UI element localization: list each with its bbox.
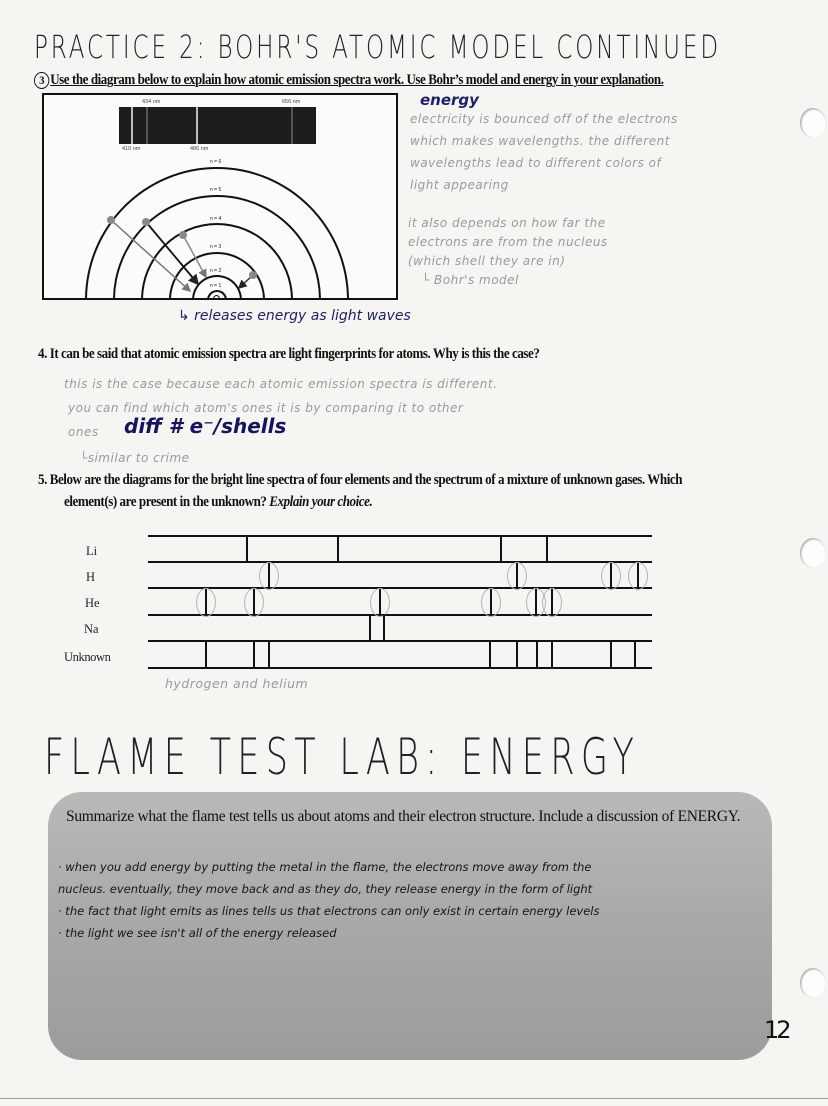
- spectral-line-unknown: [551, 640, 553, 669]
- binder-hole: [800, 538, 826, 568]
- spectral-line-li: [500, 535, 502, 563]
- pencil-circle-mark: [196, 588, 216, 617]
- answer-line: electrons are from the nucleus: [408, 235, 608, 249]
- answer-line: nucleus. eventually, they move back and as they do, they release energy in the form of light: [58, 882, 593, 896]
- spectral-line-li: [546, 535, 548, 563]
- pencil-circle-mark: [481, 588, 501, 617]
- answer-line: you can find which atom's ones it is by comparing it to other: [68, 401, 464, 415]
- spectral-line-unknown: [489, 640, 491, 669]
- spectral-line-unknown: [268, 640, 270, 669]
- label-434nm: 434 nm: [142, 99, 161, 105]
- page-number: 12: [764, 1016, 789, 1044]
- row-label-unknown: Unknown: [64, 650, 111, 664]
- spectra-border: [148, 535, 652, 537]
- row-label-h: H: [86, 570, 96, 584]
- orbit-label-n6: n = 6: [210, 159, 222, 165]
- answer-line: └ Bohr's model: [422, 273, 519, 287]
- answer-line: (which shell they are in): [408, 254, 566, 268]
- orbit-label-n3: n = 3: [210, 244, 222, 250]
- question-3-number: 3: [34, 72, 49, 89]
- pencil-circle-mark: [542, 588, 562, 617]
- answer-line: electricity is bounced off of the electrons: [410, 112, 678, 126]
- question-5-prompt-line1: 5. Below are the diagrams for the bright line spectra of four elements and the spectrum of a mixture of unknown gases. Which: [38, 472, 683, 488]
- pencil-circle-mark: [370, 588, 390, 617]
- section-title: FLAME TEST LAB: ENERGY: [44, 728, 641, 786]
- answer-line: wavelengths lead to different colors of: [410, 156, 662, 170]
- binder-hole: [800, 108, 826, 138]
- question-5-prompt-text: element(s) are present in the unknown?: [64, 494, 267, 510]
- question-5-answer: hydrogen and helium: [165, 676, 309, 691]
- spectral-line-unknown: [253, 640, 255, 669]
- orbit-label-n2: n = 2: [210, 268, 222, 274]
- question-4-prompt: 4. It can be said that atomic emission spectra are light fingerprints for atoms. Why is this the case?: [38, 346, 540, 362]
- question-5-prompt-italic: Explain your choice.: [269, 494, 373, 510]
- orbit-label-n1: n = 1: [210, 283, 222, 289]
- row-label-he: He: [85, 596, 100, 610]
- question-3-ink-note: ↳ releases energy as light waves: [178, 308, 411, 324]
- label-410nm: 410 nm: [122, 146, 141, 152]
- spectral-line-unknown: [205, 640, 207, 669]
- answer-line: it also depends on how far the: [408, 216, 606, 230]
- page-edge: [0, 1098, 828, 1099]
- answer-line: · the light we see isn't all of the energy released: [58, 926, 337, 940]
- pencil-circle-mark: [259, 562, 279, 590]
- question-3-text: Use the diagram below to explain how atomic emission spectra work. Use Bohr’s model and energy in your explanation.: [50, 72, 664, 88]
- label-656nm: 656 nm: [282, 99, 301, 105]
- question-4-ink-note: diff # e⁻/shells: [124, 414, 287, 438]
- answer-line: ones: [68, 425, 99, 439]
- spectral-line-li: [337, 535, 339, 563]
- answer-line: · when you add energy by putting the metal in the flame, the electrons move away from the: [58, 860, 592, 874]
- spectra-border: [148, 587, 652, 589]
- orbit-label-n5: n = 5: [210, 187, 222, 193]
- label-486nm: 486 nm: [190, 146, 209, 152]
- flame-test-summary-box: [48, 792, 772, 1060]
- pencil-circle-mark: [507, 562, 527, 590]
- pencil-circle-mark: [601, 562, 621, 590]
- answer-line: · the fact that light emits as lines tells us that electrons can only exist in certain energy levels: [58, 904, 600, 918]
- spectra-border: [148, 561, 652, 563]
- question-4-sub-note: └similar to crime: [80, 451, 190, 465]
- orbit-label-n4: n = 4: [210, 216, 222, 222]
- spectral-line-na: [369, 614, 371, 642]
- spectral-line-unknown: [610, 640, 612, 669]
- flame-test-prompt: Summarize what the flame test tells us about atoms and their electron structure. Include a discussion of ENERGY.: [66, 808, 741, 825]
- pencil-circle-mark: [244, 588, 264, 617]
- spectral-line-unknown: [536, 640, 538, 669]
- answer-correction-energy: energy: [420, 91, 479, 109]
- spectra-border: [148, 614, 652, 616]
- spectra-border: [148, 667, 652, 669]
- row-label-na: Na: [84, 622, 99, 636]
- binder-hole: [800, 968, 826, 998]
- spectral-line-li: [246, 535, 248, 563]
- flame-test-answer: [58, 856, 600, 944]
- answer-line: which makes wavelengths. the different: [410, 134, 670, 148]
- spectra-border: [148, 640, 652, 642]
- page-title: PRACTICE 2: BOHR'S ATOMIC MODEL CONTINUED: [34, 28, 721, 66]
- answer-line: this is the case because each atomic emission spectra is different.: [64, 377, 498, 391]
- row-label-li: Li: [86, 544, 98, 558]
- pencil-circle-mark: [628, 562, 648, 590]
- spectral-line-na: [383, 614, 385, 642]
- spectral-line-unknown: [634, 640, 636, 669]
- answer-line: light appearing: [410, 178, 509, 192]
- spectral-line-unknown: [516, 640, 518, 669]
